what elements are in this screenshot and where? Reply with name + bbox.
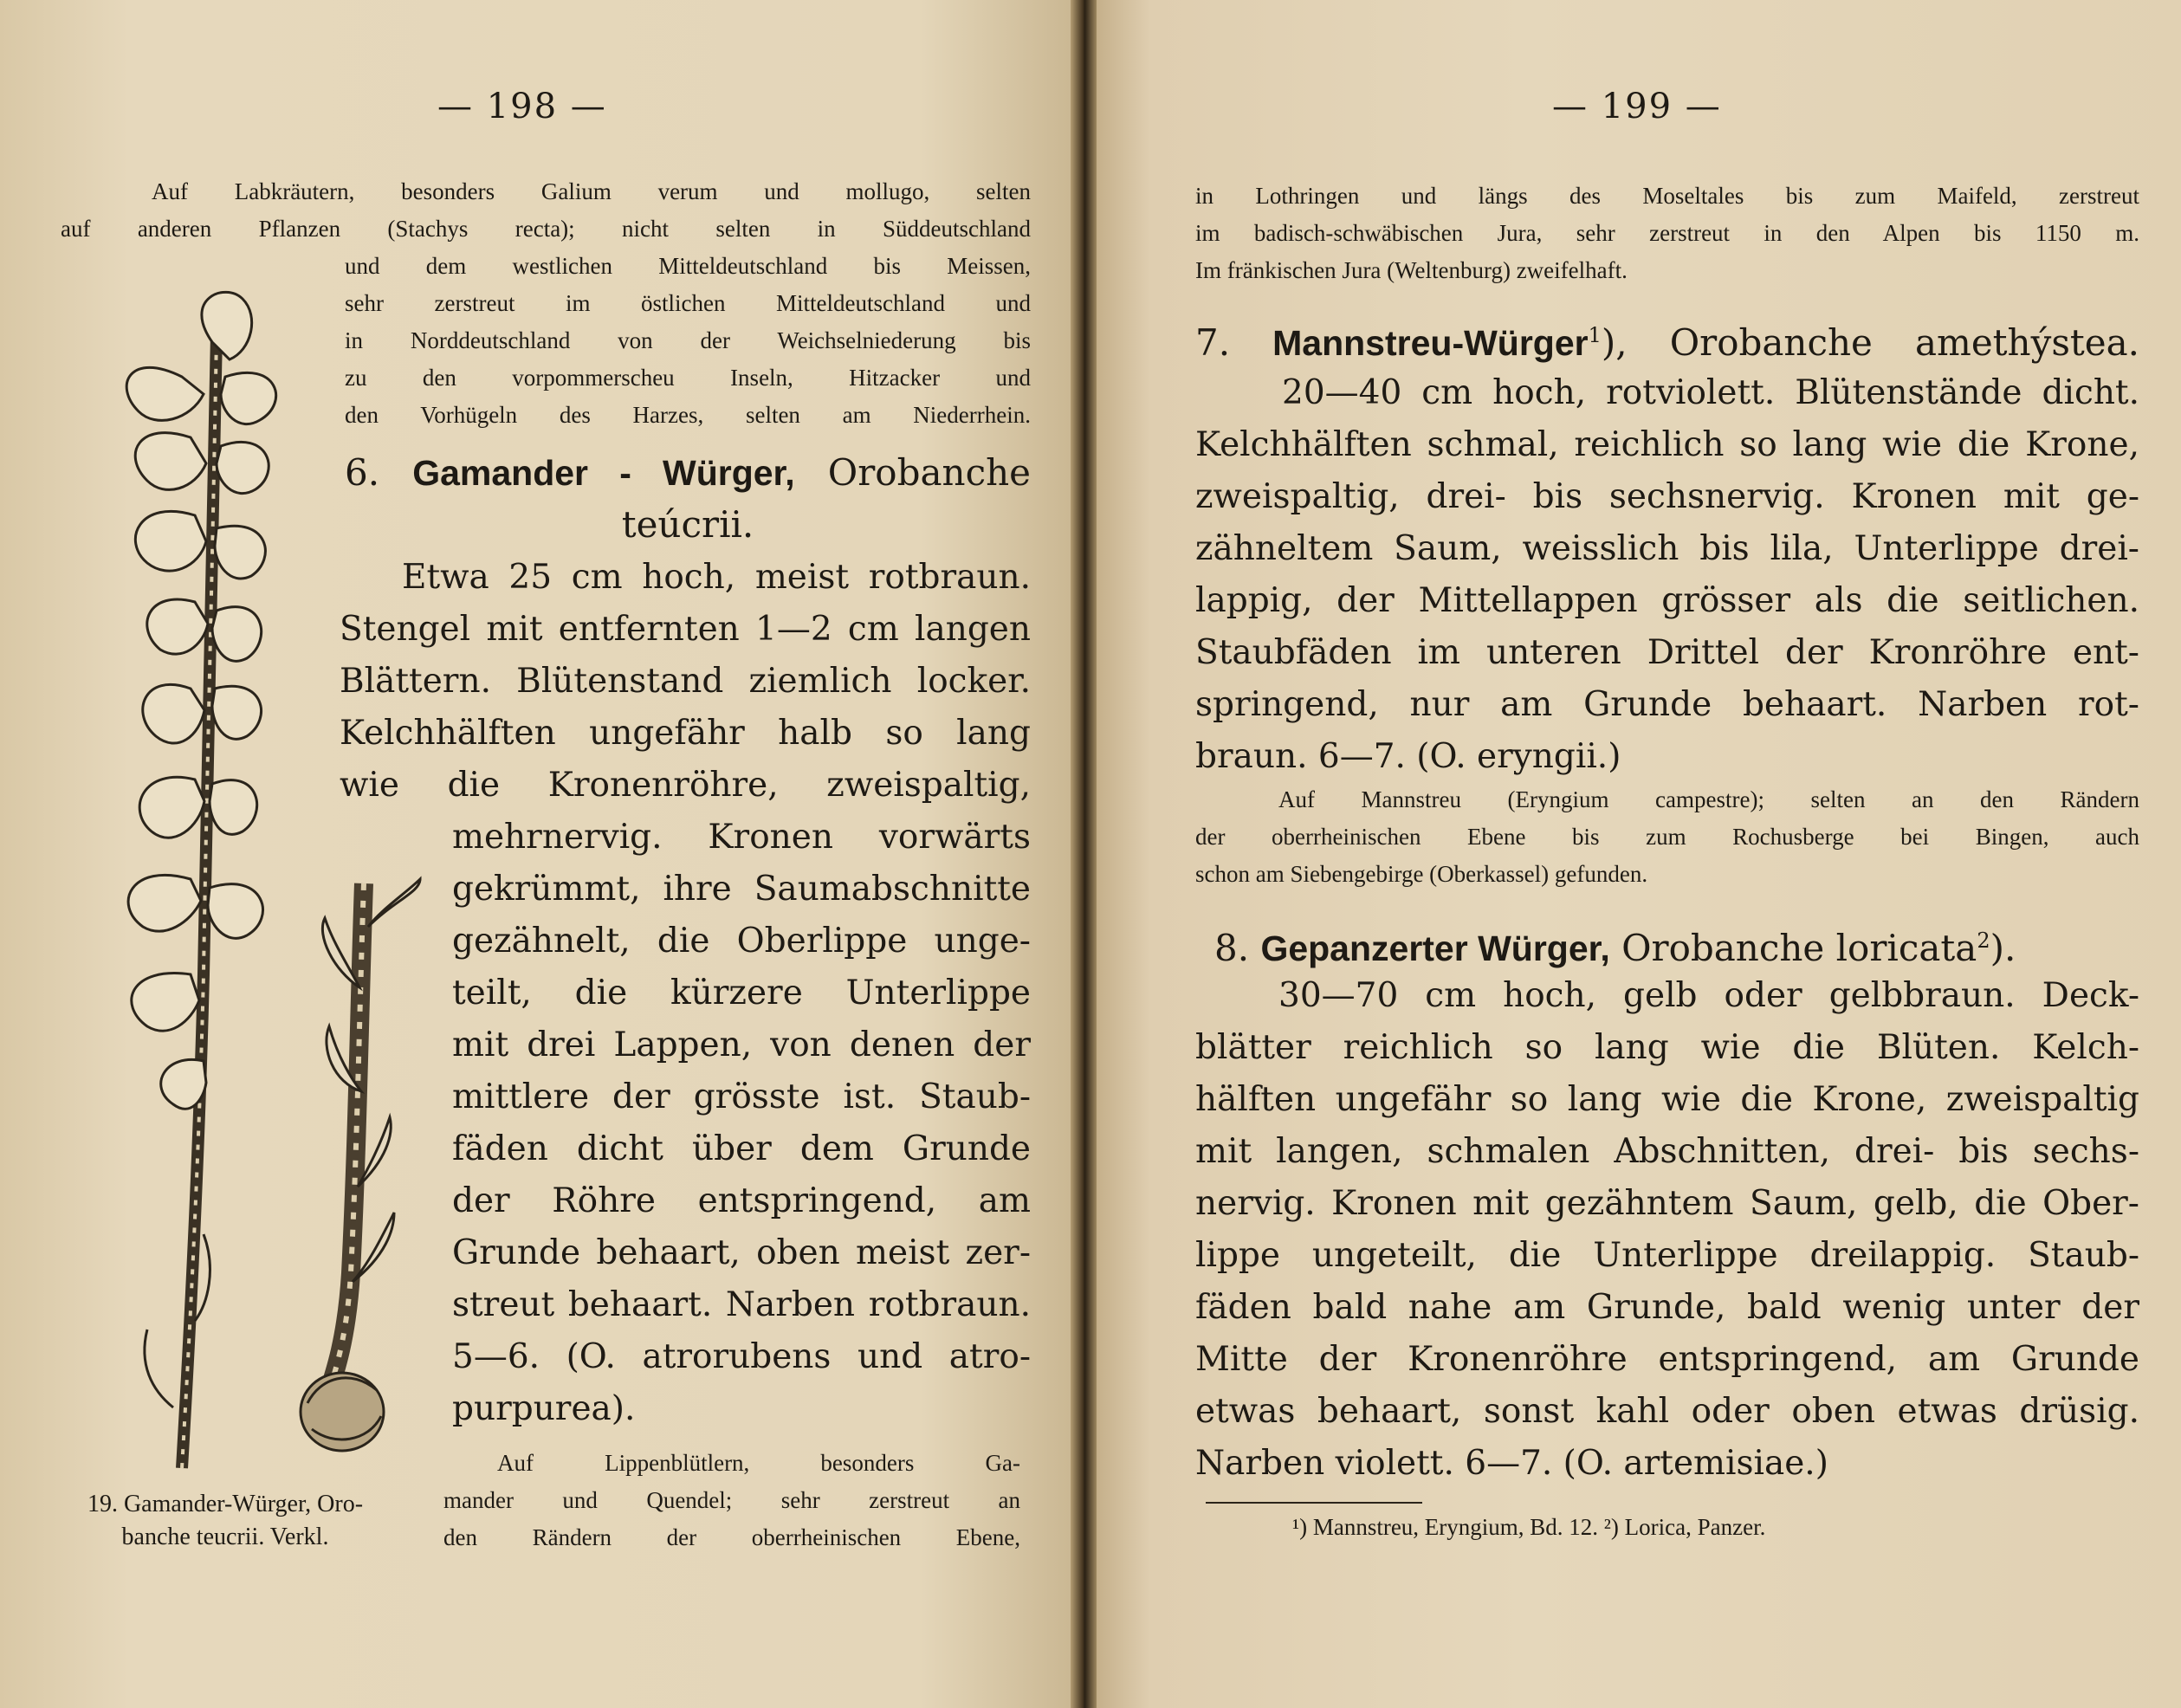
body-line: mehrnervig. Kronen vorwärts: [452, 818, 1031, 857]
entry-7-heading: [1195, 309, 2139, 369]
body-line: gezähnelt, die Oberlippe unge-: [452, 922, 1031, 961]
body-line: blätter reichlich so lang wie die Blüten. Kelch-: [1195, 1028, 2139, 1067]
latin-name: Orobanche amethýstea.: [1669, 321, 2140, 364]
body-line: Etwa 25 cm hoch, meist rotbraun.: [402, 558, 1031, 597]
body-line: braun. 6—7. (O. eryngii.): [1195, 737, 1621, 776]
body-line: Grunde behaart, oben meist zer-: [452, 1233, 1031, 1272]
intro-text-right: [1195, 178, 2139, 289]
body-line: hälften ungefähr so lang wie die Krone, zweispaltig: [1195, 1080, 2139, 1119]
german-name: Gamander - Würger,: [412, 453, 795, 493]
entry-7-habitat: [1195, 781, 2139, 893]
latin-name: Orobanche loricata: [1621, 927, 1977, 969]
body-line: springend, nur am Grunde behaart. Narben rot-: [1195, 685, 2139, 724]
punctuation: ),: [1601, 321, 1628, 364]
body-line: Blättern. Blütenstand ziemlich locker.: [340, 662, 1031, 701]
intro-line: und dem westlichen Mitteldeutschland bis Meissen,: [345, 253, 1031, 279]
intro-text-left: [61, 173, 1031, 248]
page-number-198: — 198 —: [437, 87, 607, 126]
body-line: 5—6. (O. atrorubens und atro-: [452, 1337, 1031, 1376]
body-line: 20—40 cm hoch, rotviolett. Blütenstände dicht.: [1282, 373, 2139, 412]
body-line: der Röhre entspringend, am: [452, 1181, 1031, 1220]
footnotes: ¹) Mannstreu, Eryngium, Bd. 12. ²) Lorica, Panzer.: [1292, 1514, 1766, 1540]
habitat-line: den Rändern der oberrheinischen Ebene,: [443, 1524, 1020, 1550]
body-line: Kelchhälften ungefähr halb so lang: [340, 714, 1031, 753]
body-line: fäden dicht über dem Grunde: [452, 1129, 1031, 1168]
habitat-line: schon am Siebengebirge (Oberkassel) gefunden.: [1195, 861, 1648, 887]
intro-line: Im fränkischen Jura (Weltenburg) zweifelhaft.: [1195, 257, 1628, 283]
body-line: nervig. Kronen mit gezähntem Saum, gelb, die Ober-: [1195, 1184, 2139, 1223]
body-line: streut behaart. Narben rotbraun.: [452, 1285, 1031, 1324]
entry-6-body-wide: [340, 552, 1031, 812]
footnote-mark: 1: [1588, 323, 1602, 347]
body-line: lippe ungeteilt, die Unterlippe dreilappig. Staub-: [1195, 1236, 2139, 1275]
entry-6-habitat: [443, 1445, 1020, 1556]
orobanche-stem-base-illustration: [299, 875, 446, 1459]
body-line: wie die Kronenröhre, zweispaltig,: [340, 766, 1031, 805]
body-line: purpurea).: [452, 1389, 636, 1428]
latin-name-cont: teúcrii.: [621, 503, 754, 546]
entry-6-heading: [345, 447, 1031, 551]
german-name: Gepanzerter Würger,: [1260, 928, 1610, 968]
habitat-line: Auf Mannstreu (Eryngium campestre); selten an den Rändern: [1278, 786, 2139, 812]
intro-line: auf anderen Pflanzen (Stachys recta); nicht selten in Süddeutschland: [61, 216, 1031, 242]
punctuation: ).: [1990, 927, 2016, 969]
body-line: teilt, die kürzere Unterlippe: [452, 974, 1031, 1013]
german-name: Mannstreu-Würger: [1272, 323, 1589, 363]
habitat-line: Auf Lippenblütlern, besonders Ga-: [497, 1450, 1020, 1476]
entry-8-heading: [1214, 915, 2139, 974]
orobanche-plant-illustration: [52, 281, 286, 1481]
latin-name: Orobanche: [827, 451, 1031, 494]
body-line: mittlere der grösste ist. Staub-: [452, 1077, 1031, 1116]
entry-6-body-narrow: [452, 812, 1031, 1435]
figure-caption: [35, 1488, 416, 1554]
entry-7-body: [1195, 367, 2139, 783]
intro-line: sehr zerstreut im östlichen Mitteldeutschland und: [345, 290, 1031, 316]
habitat-line: mander und Quendel; sehr zerstreut an: [443, 1487, 1020, 1513]
body-line: etwas behaart, sonst kahl oder oben etwas drüsig.: [1195, 1392, 2139, 1431]
caption-line: banche teucrii. Verkl.: [121, 1524, 329, 1550]
body-line: Narben violett. 6—7. (O. artemisiae.): [1195, 1444, 1828, 1483]
entry-number: 7.: [1195, 321, 1231, 364]
left-page: [0, 0, 1081, 1708]
body-line: fäden bald nahe am Grunde, bald wenig unter der: [1195, 1288, 2139, 1327]
footnote-rule: [1206, 1502, 1422, 1504]
body-line: Staubfäden im unteren Drittel der Kronröhre ent-: [1195, 633, 2139, 672]
body-line: Kelchhälften schmal, reichlich so lang wie die Krone,: [1195, 425, 2139, 464]
body-line: Stengel mit entfernten 1—2 cm langen: [340, 610, 1031, 649]
intro-line: in Lothringen und längs des Moseltales bis zum Maifeld, zerstreut: [1195, 183, 2139, 209]
body-line: zähneltem Saum, weisslich bis lila, Unterlippe drei-: [1195, 529, 2139, 568]
habitat-line: der oberrheinischen Ebene bis zum Rochusberge bei Bingen, auch: [1195, 824, 2139, 850]
entry-8-body: [1195, 970, 2139, 1490]
intro-line: Auf Labkräutern, besonders Galium verum und mollugo, selten: [152, 178, 1031, 204]
entry-number: 8.: [1214, 927, 1250, 969]
footnote-mark: 2: [1977, 928, 1990, 953]
body-line: mit drei Lappen, von denen der: [452, 1025, 1031, 1064]
intro-line: im badisch-schwäbischen Jura, sehr zerstreut in den Alpen bis 1150 m.: [1195, 220, 2139, 246]
intro-line: in Norddeutschland von der Weichselniederung bis: [345, 327, 1031, 353]
intro-line: den Vorhügeln des Harzes, selten am Niederrhein.: [345, 402, 1031, 428]
book-gutter: [1071, 0, 1097, 1708]
entry-number: 6.: [345, 451, 380, 494]
page-number-199: — 199 —: [1552, 87, 1722, 126]
body-line: lappig, der Mittellappen grösser als die seitlichen.: [1195, 581, 2139, 620]
right-page: [1084, 0, 2181, 1708]
caption-line: 19. Gamander-Würger, Oro-: [87, 1491, 364, 1517]
body-line: mit langen, schmalen Abschnitten, drei- bis sechs-: [1195, 1132, 2139, 1171]
body-line: Mitte der Kronenröhre entspringend, am Grunde: [1195, 1340, 2139, 1379]
body-line: gekrümmt, ihre Saumabschnitte: [452, 870, 1031, 909]
body-line: zweispaltig, drei- bis sechsnervig. Kronen mit ge-: [1195, 477, 2139, 516]
intro-line: zu den vorpommerscheu Inseln, Hitzacker und: [345, 365, 1031, 391]
body-line: 30—70 cm hoch, gelb oder gelbbraun. Deck-: [1278, 976, 2139, 1015]
intro-text-left-narrow: [345, 248, 1031, 434]
